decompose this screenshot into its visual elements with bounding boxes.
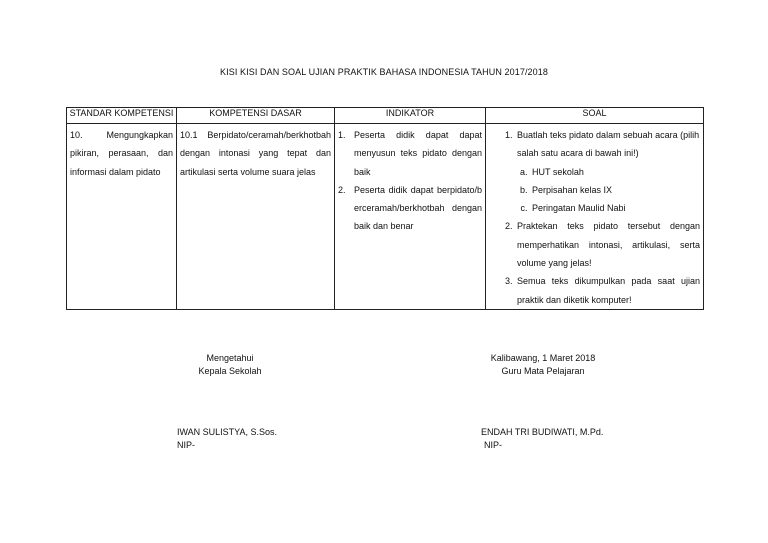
header-kompetensi-dasar: KOMPETENSI DASAR <box>177 108 335 124</box>
table-header-row <box>67 108 704 124</box>
cell-standar-kompetensi: 10. Mengungkapkan pikiran, perasaan, dan informasi dalam pidato <box>67 124 177 310</box>
signature-right-block <box>481 426 603 452</box>
signature-right-line1: Kalibawang, 1 Maret 2018 <box>490 353 596 363</box>
soal-text: Semua teks dikumpulkan pada saat ujian praktik dan diketik komputer! <box>517 276 700 305</box>
indikator-text: Peserta didik dapat berpidato/berceramah/berkhotbah dengan baik dan benar <box>354 184 482 232</box>
cell-indikator <box>335 124 486 310</box>
signature-left-line2: Kepala Sekolah <box>198 366 262 376</box>
soal-item <box>515 217 700 272</box>
header-soal: SOAL <box>486 108 704 124</box>
soal-item <box>515 272 700 309</box>
soal-item <box>515 126 700 217</box>
signature-right-nip: NIP- <box>484 440 502 450</box>
indikator-text: Peserta didik dapat dapat menyusun teks pidato dengan baik <box>354 130 482 177</box>
signature-right-heading <box>488 352 598 378</box>
signature-left-line1: Mengetahui <box>206 353 254 363</box>
cell-soal <box>486 124 704 310</box>
soal-list <box>489 126 700 309</box>
soal-text: Buatlah teks pidato dalam sebuah acara (pilih salah satu acara di bawah ini!) <box>517 130 700 159</box>
indikator-item <box>338 126 482 181</box>
indikator-number: 1. <box>338 130 346 140</box>
soal-sub-item: b. Perpisahan kelas IX <box>530 181 700 199</box>
signature-right-name: ENDAH TRI BUDIWATI, M.Pd. <box>481 427 604 437</box>
indikator-number: 2. <box>338 184 346 195</box>
header-indikator: INDIKATOR <box>335 108 486 124</box>
kisi-kisi-table <box>66 107 704 310</box>
soal-sub-item: c. Peringatan Maulid Nabi <box>530 199 700 217</box>
table-row <box>67 124 704 310</box>
indikator-item <box>338 181 482 236</box>
soal-text: Praktekan teks pidato tersebut dengan memperhatikan intonasi, artikulasi, serta volume yang jelas! <box>517 221 700 269</box>
signature-left-nip: NIP- <box>177 440 195 450</box>
header-standar-kompetensi: STANDAR KOMPETENSI <box>67 108 177 124</box>
soal-sub-item: a. HUT sekolah <box>530 163 700 181</box>
cell-kompetensi-dasar: 10.1 Berpidato/ceramah/berkhotbah dengan intonasi yang tepat dan artikulasi serta volume suara jelas <box>177 124 335 310</box>
signature-left-block <box>177 426 277 452</box>
signature-left-name: IWAN SULISTYA, S.Sos. <box>177 427 278 437</box>
document-title: KISI KISI DAN SOAL UJIAN PRAKTIK BAHASA INDONESIA TAHUN 2017/2018 <box>220 67 548 77</box>
signature-left-heading <box>195 352 265 378</box>
signature-right-line2: Guru Mata Pelajaran <box>501 366 585 376</box>
soal-sub-list <box>517 163 700 218</box>
